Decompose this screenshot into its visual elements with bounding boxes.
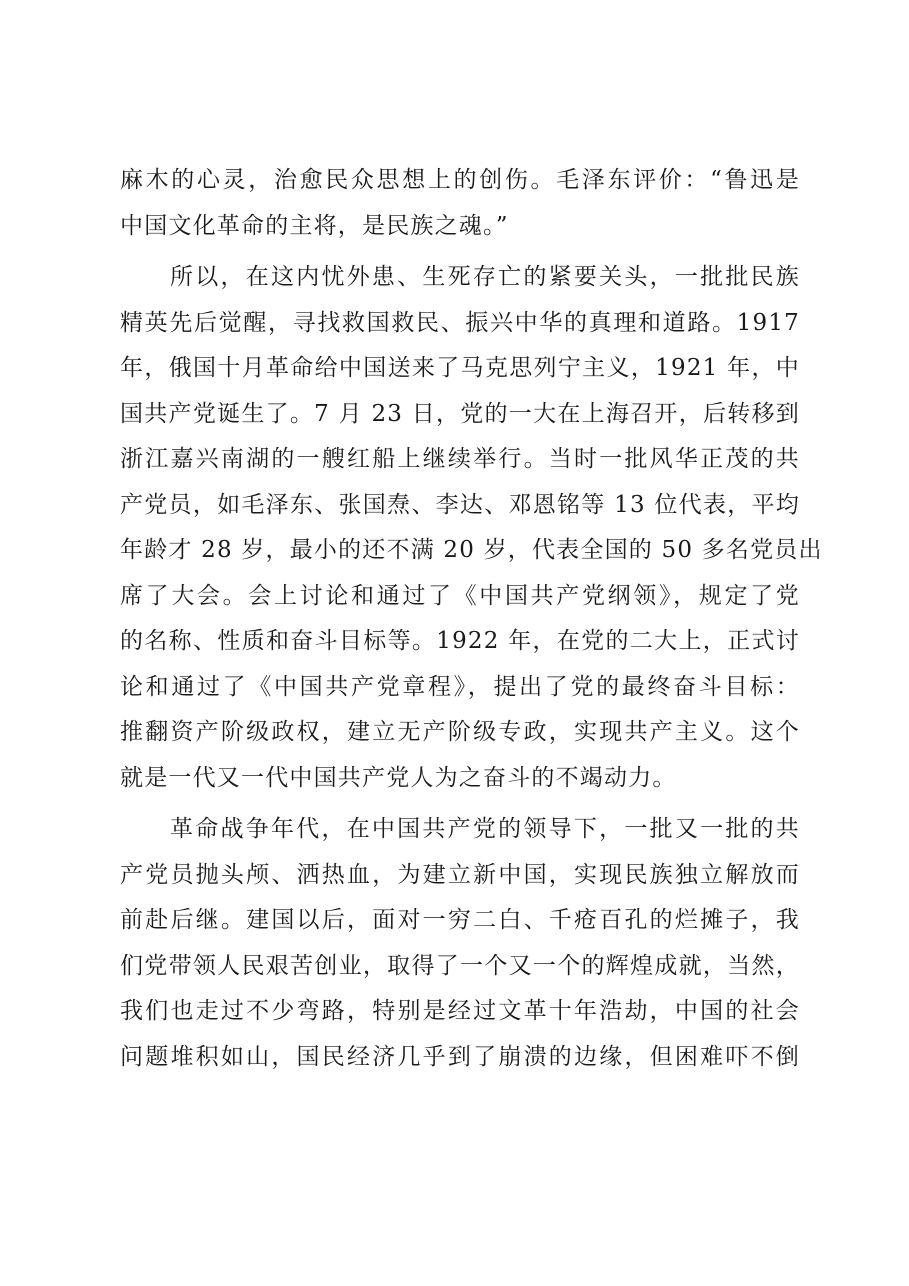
text-line: 精英先后觉醒，寻找救国救民、振兴中华的真理和道路。1917 [120, 309, 800, 336]
text-line: 的名称、性质和奋斗目标等。1922 年，在党的二大上，正式讨 [120, 628, 800, 654]
text-line: 革命战争年代，在中国共产党的领导下，一批又一批的共 [170, 816, 800, 842]
text-line: 浙江嘉兴南湖的一艘红船上继续举行。当时一批风华正茂的共 [120, 446, 800, 472]
paragraph [120, 255, 823, 801]
text-line: 前赴后继。建国以后，面对一穷二白、千疮百孔的烂摊子，我 [120, 907, 800, 933]
text-line: 年龄才 28 岁，最小的还不满 20 岁，代表全国的 50 多名党员出 [120, 537, 823, 563]
paragraph [120, 807, 800, 1080]
text-line: 推翻资产阶级政权，建立无产阶级专政，实现共产主义。这个 [120, 719, 800, 745]
text-line: 产党员抛头颅、洒热血，为建立新中国，实现民族独立解放而 [120, 861, 800, 888]
text-line: 中国文化革命的主将，是民族之魂。” [120, 212, 509, 239]
text-line: 就是一代又一代中国共产党人为之奋斗的不竭动力。 [120, 764, 677, 791]
text-line: 所以，在这内忧外患、生死存亡的紧要关头，一批批民族 [170, 264, 800, 290]
text-line: 们党带领人民艰苦创业，取得了一个又一个的辉煌成就，当然， [120, 952, 800, 979]
text-line: 我们也走过不少弯路，特别是经过文革十年浩劫，中国的社会 [120, 998, 800, 1024]
paragraph [120, 158, 800, 249]
text-line: 麻木的心灵，治愈民众思想上的创伤。毛泽东评价：“鲁迅是 [120, 167, 800, 193]
text-line: 论和通过了《中国共产党章程》，提出了党的最终奋斗目标： [120, 673, 800, 700]
text-line: 产党员，如毛泽东、张国焘、李达、邓恩铭等 13 位代表，平均 [120, 491, 800, 518]
text-line: 问题堆积如山，国民经济几乎到了崩溃的边缘，但困难吓不倒 [120, 1043, 800, 1070]
document-body [120, 158, 823, 1080]
text-line: 年，俄国十月革命给中国送来了马克思列宁主义，1921 年，中 [120, 355, 800, 381]
text-line: 席了大会。会上讨论和通过了《中国共产党纲领》，规定了党 [120, 582, 800, 609]
text-line: 国共产党诞生了。7 月 23 日，党的一大在上海召开，后转移到 [120, 400, 800, 427]
